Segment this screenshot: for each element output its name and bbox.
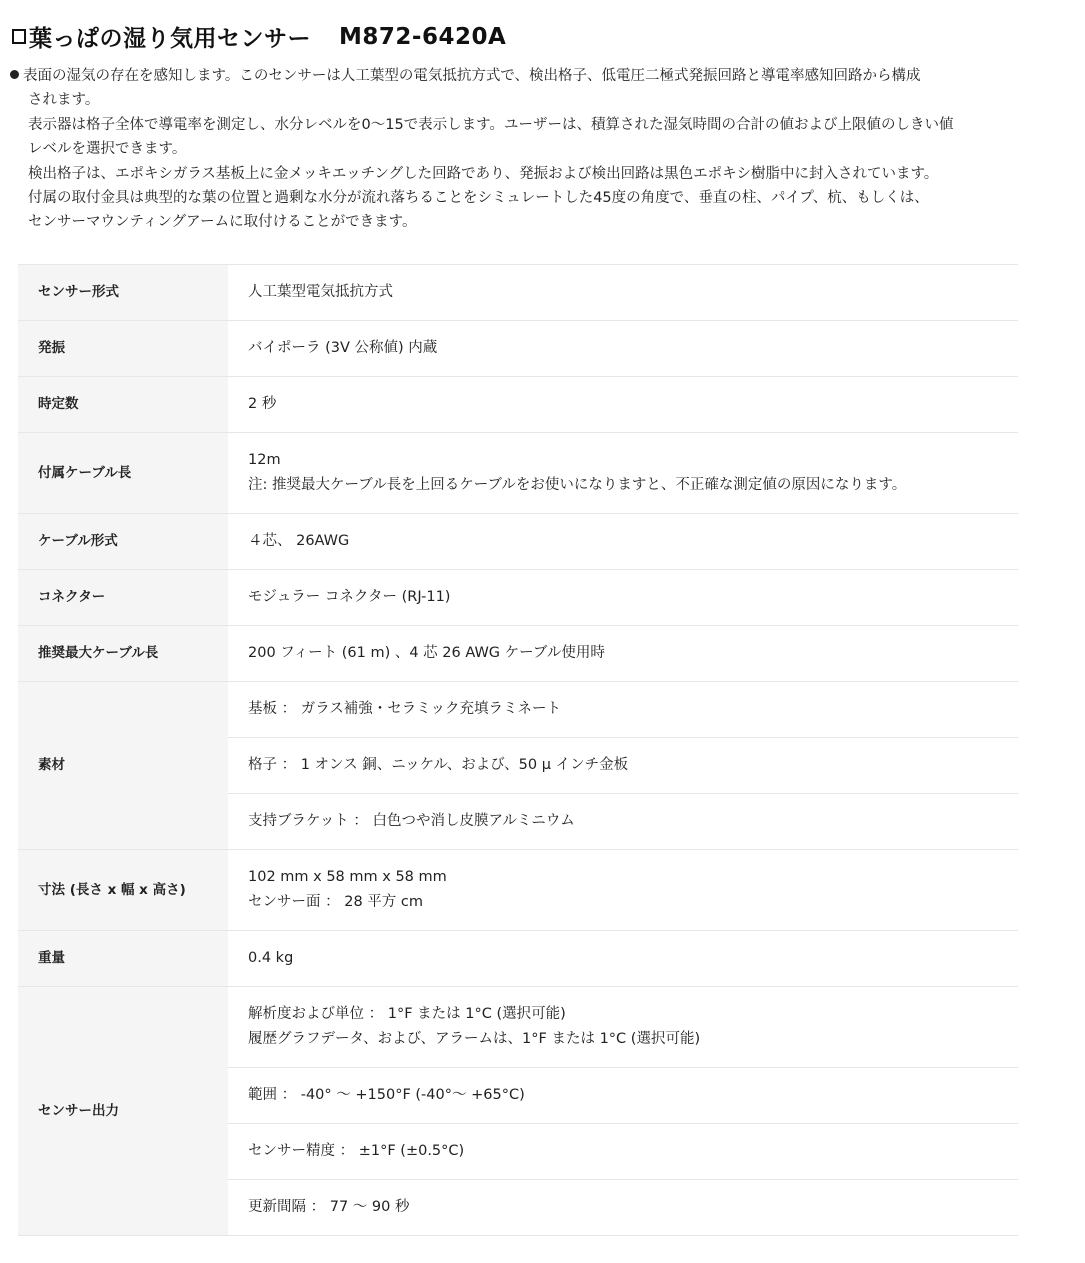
spec-row-material bbox=[18, 682, 1018, 738]
spec-value: バイポーラ (3V 公称値) 内蔵 bbox=[228, 321, 1018, 377]
spec-table bbox=[18, 264, 1018, 1236]
spec-value: 支持ブラケット ： 白色つや消し皮膜アルミニウム bbox=[228, 794, 1018, 850]
spec-row-sensor-type bbox=[18, 265, 1018, 321]
spec-row-dimensions bbox=[18, 850, 1018, 931]
spec-value-line: 12m bbox=[248, 452, 281, 468]
page-title bbox=[12, 20, 506, 53]
spec-value bbox=[228, 987, 1018, 1068]
description-line: されます。 bbox=[28, 92, 100, 109]
description-line: 検出格子は、エポキシガラス基板上に金メッキエッチングした回路であり、発振および検出回路は黒色エポキシ樹脂中に封入されています。 bbox=[28, 165, 939, 182]
spec-value-line: 履歴グラフデータ、および、アラームは、1°F または 1°C (選択可能) bbox=[248, 1031, 701, 1047]
spec-value bbox=[228, 850, 1018, 931]
spec-label: 重量 bbox=[18, 931, 228, 987]
spec-value: 人工葉型電気抵抗方式 bbox=[228, 265, 1018, 321]
spec-value: 2 秒 bbox=[228, 377, 1018, 433]
spec-value-line: 102 mm x 58 mm x 58 mm bbox=[248, 869, 447, 885]
spec-value: 更新間隔 ： 77 ～ 90 秒 bbox=[228, 1180, 1018, 1236]
description-line: 表示器は格子全体で導電率を測定し、水分レベルを0～15で表示します。ユーザーは、積算された湿気時間の合計の値および上限値のしきい値 bbox=[28, 116, 954, 133]
spec-value: 0.4 kg bbox=[228, 931, 1018, 987]
spec-value: センサー精度 ： ±1°F (±0.5°C) bbox=[228, 1124, 1018, 1180]
spec-row-cable-length bbox=[18, 433, 1018, 514]
spec-label: 寸法 (長さ x 幅 x 高さ) bbox=[18, 850, 228, 931]
spec-row-output bbox=[18, 987, 1018, 1068]
spec-row-max-cable bbox=[18, 626, 1018, 682]
spec-label: 素材 bbox=[18, 682, 228, 850]
spec-label: 発振 bbox=[18, 321, 228, 377]
description-line: 付属の取付金具は典型的な葉の位置と過剰な水分が流れ落ちることをシミュレートした45度の角度で、垂直の柱、パイプ、杭、もしくは、 bbox=[28, 190, 929, 207]
spec-value: 基板 ： ガラス補強・セラミック充填ラミネート bbox=[228, 682, 1018, 738]
spec-label: 推奨最大ケーブル長 bbox=[18, 626, 228, 682]
description-line: 表面の湿気の存在を感知します。このセンサーは人工葉型の電気抵抗方式で、検出格子、低電圧二極式発振回路と導電率感知回路から構成 bbox=[23, 68, 921, 84]
spec-value-note: 注: 推奨最大ケーブル長を上回るケーブルをお使いになりますと、不正確な測定値の原因になります。 bbox=[248, 477, 907, 493]
bullet-icon bbox=[10, 70, 19, 79]
spec-row-cable-type bbox=[18, 514, 1018, 570]
description-line: センサーマウンティングアームに取付けることができます。 bbox=[28, 214, 417, 231]
spec-value-line: センサー面 ： 28 平方 cm bbox=[248, 894, 423, 910]
spec-label: センサー出力 bbox=[18, 987, 228, 1236]
spec-value-line: 解析度および単位 ： 1°F または 1°C (選択可能) bbox=[248, 1006, 566, 1022]
spec-value: 格子 ： 1 オンス 銅、ニッケル、および、50 μ インチ金板 bbox=[228, 738, 1018, 794]
spec-value: ４芯、 26AWG bbox=[228, 514, 1018, 570]
spec-value: モジュラー コネクター (RJ-11) bbox=[228, 570, 1018, 626]
spec-value: 200 フィート (61 m) 、4 芯 26 AWG ケーブル使用時 bbox=[228, 626, 1018, 682]
model-number: M872-6420A bbox=[339, 23, 507, 50]
spec-row-oscillation bbox=[18, 321, 1018, 377]
spec-label: コネクター bbox=[18, 570, 228, 626]
spec-row-weight bbox=[18, 931, 1018, 987]
checkbox-square-icon bbox=[12, 29, 26, 44]
product-name: 葉っぱの湿り気用センサー bbox=[29, 26, 311, 52]
spec-label: 付属ケーブル長 bbox=[18, 433, 228, 514]
description-line: レベルを選択できます。 bbox=[28, 141, 187, 158]
spec-label: センサー形式 bbox=[18, 265, 228, 321]
spec-row-time-constant bbox=[18, 377, 1018, 433]
spec-label: 時定数 bbox=[18, 377, 228, 433]
spec-value bbox=[228, 433, 1018, 514]
product-description bbox=[10, 64, 1080, 235]
spec-row-connector bbox=[18, 570, 1018, 626]
spec-value: 範囲 ： -40° ～ +150°F (-40°～ +65°C) bbox=[228, 1068, 1018, 1124]
spec-label: ケーブル形式 bbox=[18, 514, 228, 570]
